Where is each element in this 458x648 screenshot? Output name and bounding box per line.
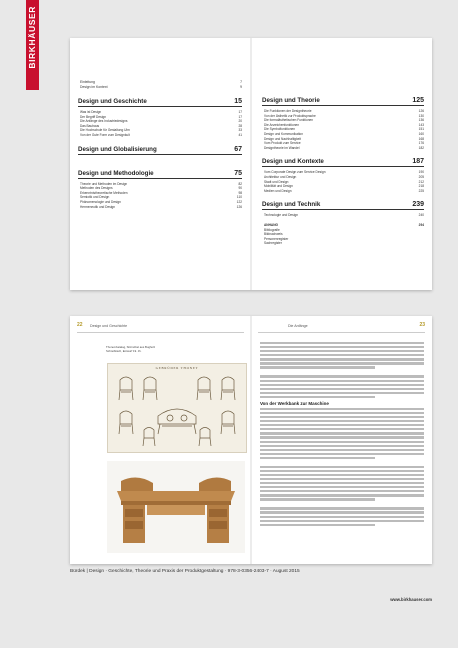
publisher-url[interactable]: www.birkhauser.com [390,597,432,602]
section-subheading: Von der Werkbank zur Maschine [260,401,329,407]
sample-right-page [252,316,432,564]
list-item: Personenregister [264,236,289,241]
toc-entries [264,109,424,150]
list-item: Methoden des Designs 90 [80,186,242,191]
list-item: Die Hochschule für Gestaltung Ulm 33 [80,128,242,133]
list-item: Die Symbolfunktionen 151 [264,127,424,132]
chair-icon [143,377,157,400]
list-item: Die Anzeichenfunktionen 143 [264,122,424,127]
list-item: Mobilität und Design 218 [264,184,424,189]
list-item: Sachregister [264,241,282,246]
chair-icon [143,428,155,447]
appendix-heading: ANHANG 294 [264,222,424,227]
list-item: Der Begriff Design 17 [80,114,242,119]
toc-entries [264,170,424,193]
list-item: Vom Produkt zum Service 176 [264,141,424,146]
header-rule [258,332,425,333]
chair-icon [221,411,235,434]
list-item: Die Anfänge des Industriedesigns 20 [80,119,242,124]
chair-icon [119,411,133,434]
sofa-icon [158,409,196,434]
list-item: Medien und Design 225 [264,188,424,193]
toc-left-page [70,38,250,290]
book-info-line: Bürdek | Design · Geschichte, Theorie und Praxis der Produktgestaltung · 978-3-0356-2403-7 · August 2015 [70,569,300,574]
list-item: Semiotik und Design 110 [80,195,242,200]
list-item: Stadt und Design 212 [264,179,424,184]
catalog-illustration [107,363,247,453]
list-item: Die formalästhetischen Funktionen 136 [264,118,424,123]
toc-section-heading: Design und Technik 239 [262,201,424,209]
toc-section-heading: Design und Kontexte 187 [262,158,424,166]
list-item: Technologie und Design 240 [264,213,424,218]
toc-section-heading: Design und Methodologie 75 [78,169,242,177]
toc-entries [80,110,242,138]
toc-right-page [252,38,432,290]
header-rule [77,332,244,333]
list-item: Einleitung 7 [80,80,242,84]
intro-entries [80,80,242,90]
body-text [260,342,424,528]
list-item: Design im Kontext 9 [80,85,242,89]
list-item: Vom Corporate Design zum Service Design 190 [264,170,424,175]
list-item: Theorie und Methoden im Design 82 [80,181,242,186]
list-item: Phänomenologie und Design 122 [80,199,242,204]
page-number: 22 [77,322,83,328]
sample-spread [70,316,432,564]
list-item: Die Funktionen der Designtheorie 126 [264,109,424,113]
page-number: 23 [419,322,425,328]
list-item: Designtheorie im Wandel 182 [264,145,424,150]
list-item: Design und Nachhaltigkeit 168 [264,136,424,141]
toc-section-heading: Design und Geschichte 15 [78,98,242,105]
thonet-chairs-drawing [108,370,246,452]
toc-entries [80,182,242,210]
list-item: Was ist Design 17 [80,110,242,114]
chair-icon [221,377,235,400]
list-item: Bibliografie [264,227,280,232]
appendix [264,223,424,246]
list-item: Von der Gute Form zum Designkult 41 [80,132,242,137]
publisher-tab [26,0,39,90]
chair-icon [119,377,133,400]
list-item: Von der Ästhetik zur Produktsprache 130 [264,113,424,118]
figure-caption: Thonet-Katalog, Sitzmöbel aus Bugholz Schreibtisch, Entwurf 19. Jh. [106,345,156,353]
toc-section-heading: Design und Globalisierung 67 [78,145,242,153]
list-item: Bildnachweis [264,232,283,237]
running-header: Die Anfänge [288,324,308,328]
sample-left-page [70,316,250,564]
chair-icon [197,377,211,400]
list-item: Das Bauhaus 28 [80,123,242,128]
list-item: Hermeneutik und Design 126 [80,204,242,209]
running-header: Design und Geschichte [90,324,128,328]
list-item: Erkenntnistheoretische Methoden 98 [80,190,242,195]
desk-icon [107,461,245,553]
desk-photo [107,461,245,553]
list-item: Design und Kommunikation 160 [264,131,424,136]
figure-title: GEBRÜDER THONET [155,366,199,370]
toc-section-heading: Design und Theorie 125 [262,97,424,104]
toc-spread [70,38,432,290]
chair-icon [199,428,211,447]
list-item: Architektur und Design 205 [264,174,424,179]
publisher-name: BIRKHÄUSER [27,6,37,69]
